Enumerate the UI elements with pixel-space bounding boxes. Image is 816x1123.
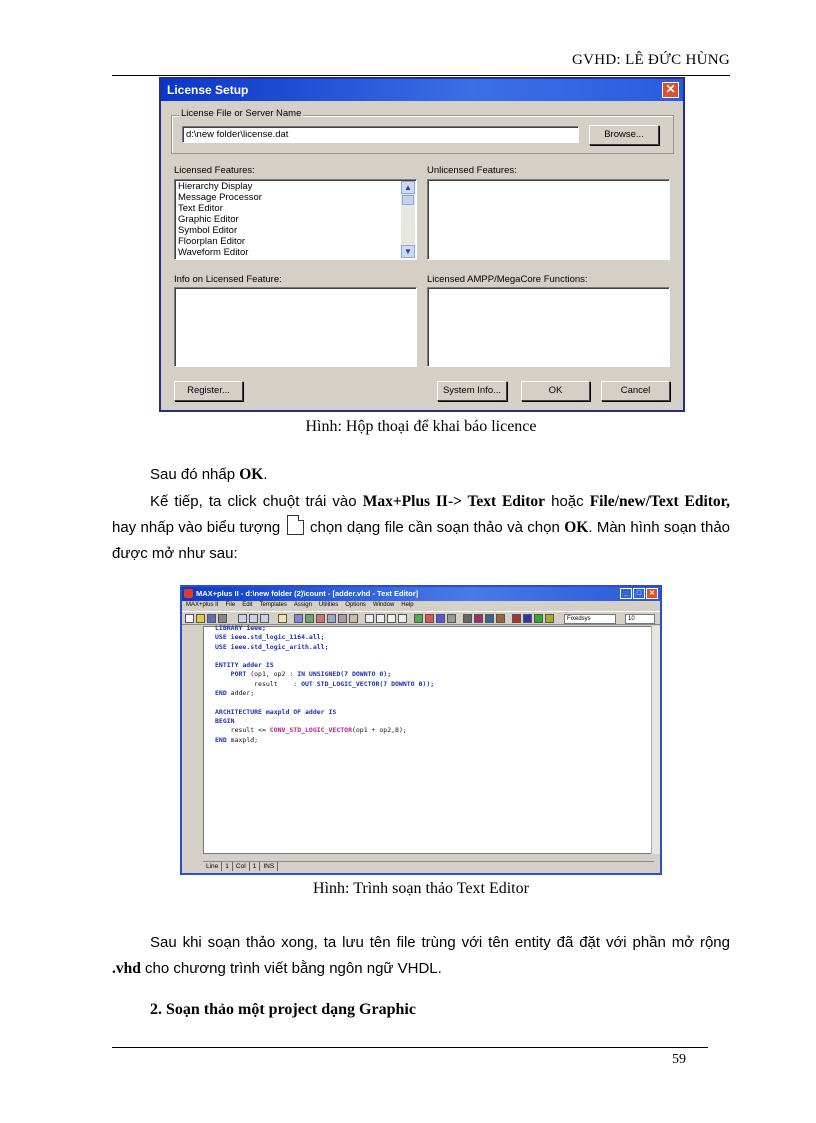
para2-b2: File/new/Text Editor, (589, 493, 730, 510)
code-token: OUT STD_LOGIC_VECTOR(7 DOWNTO 0)); (301, 679, 435, 688)
para2-t5: . Màn hình soạn thảo được mở như sau: (112, 519, 731, 562)
code-line (215, 661, 434, 670)
tool-icon-8[interactable] (545, 614, 554, 623)
para2-b3: OK (564, 519, 589, 536)
code-token: USE (215, 642, 227, 651)
para2-t2: hoặc (545, 493, 590, 510)
header-rule (112, 75, 730, 76)
status-field: 1 (222, 862, 233, 871)
close-icon[interactable]: ✕ (662, 82, 679, 98)
timing-icon[interactable] (338, 614, 347, 623)
help-icon[interactable] (278, 614, 287, 623)
licensed-feature-item[interactable]: Graphic Editor (178, 214, 239, 225)
code-line (215, 736, 434, 745)
license-setup-dialog (159, 77, 685, 412)
caption-license-dialog: Hình: Hộp thoại để khai báo licence (305, 418, 537, 435)
text-editor-icon[interactable] (387, 614, 396, 623)
programmer-icon[interactable] (349, 614, 358, 623)
tool-icon-7[interactable] (534, 614, 543, 623)
code-token: (op1, op2 : (246, 670, 298, 679)
scroll-thumb[interactable] (402, 195, 414, 205)
code-token: USE (215, 633, 227, 642)
license-file-group-label: License File or Server Name (181, 108, 302, 119)
para2-t3: hay nhấp vào biểu tượng (112, 519, 285, 536)
editor-status-bar (203, 861, 654, 871)
para3-b1: .vhd (112, 960, 141, 977)
code-line (215, 698, 434, 707)
code-token: adder; (226, 689, 255, 698)
close-icon[interactable]: ✕ (646, 588, 658, 599)
code-token: result : (215, 679, 302, 688)
code-token: result <= (215, 726, 270, 735)
info-licensed-feature-box (174, 287, 417, 367)
project-icon[interactable] (447, 614, 456, 623)
editor-title: MAX+plus II - d:\new folder (2)\count - [adder.vhd - Text Editor] (196, 589, 419, 598)
graphic-editor-icon[interactable] (365, 614, 374, 623)
editor-vertical-scrollbar[interactable] (651, 626, 660, 854)
para3-t2: cho chương trình viết bằng ngôn ngữ VHDL. (140, 960, 442, 977)
code-token: ENTITY adder IS (215, 661, 274, 670)
para1-ok: OK (239, 466, 264, 483)
waveform-editor-icon[interactable] (398, 614, 407, 623)
tool-icon-4[interactable] (496, 614, 505, 623)
code-token: maxpld; (226, 735, 259, 744)
paragraph-open-text-editor (112, 489, 730, 567)
scroll-down-icon[interactable]: ▼ (401, 245, 415, 258)
para1-text: Sau đó nhấp (150, 466, 240, 483)
menu-item[interactable]: Utilities (318, 602, 339, 608)
tool-icon-1[interactable] (463, 614, 472, 623)
code-editor-area[interactable] (203, 626, 654, 854)
page-number: 59 (672, 1052, 686, 1067)
compiler-icon[interactable] (316, 614, 325, 623)
code-line (215, 726, 434, 735)
menu-item[interactable]: MAX+plus II (186, 602, 219, 608)
licensed-feature-item[interactable]: Floorplan Editor (178, 236, 246, 247)
licensed-feature-item[interactable]: Message Processor (178, 192, 262, 203)
para2-b1: Max+Plus II-> Text Editor (362, 493, 546, 510)
code-line (215, 670, 434, 679)
para2-t4: chọn dạng file cần soạn thảo và chọn (305, 519, 565, 536)
code-line (215, 652, 434, 661)
tool-icon-3[interactable] (485, 614, 494, 623)
paragraph-save-file (112, 930, 730, 982)
code-token: END (215, 689, 227, 698)
editor-titlebar (182, 587, 660, 601)
code-line (215, 633, 434, 642)
browse-button[interactable]: Browse... (589, 125, 659, 145)
code-line (215, 680, 434, 689)
para2-t1: Kế tiếp, ta click chuột trái vào (150, 493, 363, 510)
dialog-titlebar (161, 79, 683, 101)
save-compile-icon[interactable] (425, 614, 434, 623)
system-info-button[interactable]: System Info... (437, 381, 507, 401)
menu-item[interactable]: Templates (259, 602, 287, 608)
cancel-button[interactable]: Cancel (601, 381, 670, 401)
code-line (215, 624, 434, 633)
para3-t1: Sau khi soạn thảo xong, ta lưu tên file trùng với tên entity đã đặt với phần mở rộng (150, 934, 730, 951)
text-editor-window (180, 585, 662, 875)
floorplan-icon[interactable] (305, 614, 314, 623)
code-line (215, 689, 434, 698)
code-token: CONV_STD_LOGIC_VECTOR (269, 726, 352, 735)
code-token: PORT (215, 670, 247, 679)
new-file-icon (287, 515, 304, 535)
licensed-features-label: Licensed Features: (174, 165, 255, 176)
editor-toolbar (182, 611, 660, 625)
menu-item[interactable]: Window (372, 602, 395, 608)
unlicensed-features-list[interactable] (427, 179, 670, 260)
ampp-functions-box (427, 287, 670, 367)
status-field: Line (203, 862, 222, 871)
hierarchy-icon[interactable] (294, 614, 303, 623)
new-file-icon[interactable] (185, 614, 194, 623)
info-licensed-feature-label: Info on Licensed Feature: (174, 274, 282, 285)
save-check-icon[interactable] (414, 614, 423, 623)
licensed-feature-item[interactable]: Symbol Editor (178, 225, 238, 236)
simulator-icon[interactable] (327, 614, 336, 623)
open-folder-icon[interactable] (196, 614, 205, 623)
tool-icon-6[interactable] (523, 614, 532, 623)
menu-item[interactable]: Help (401, 602, 414, 608)
menu-item[interactable]: File (225, 602, 236, 608)
vhdl-code (215, 624, 434, 745)
licensed-feature-item[interactable]: Waveform Editor (178, 247, 249, 258)
section-heading: 2. Soạn thảo một project dạng Graphic (150, 1001, 416, 1018)
footer-rule (112, 1047, 708, 1048)
licensed-scrollbar[interactable] (401, 181, 415, 258)
paste-icon[interactable] (260, 614, 269, 623)
tool-icon-5[interactable] (512, 614, 521, 623)
code-line (215, 643, 434, 652)
menu-item[interactable]: Edit (242, 602, 253, 608)
cut-icon[interactable] (238, 614, 247, 623)
para1-end: . (263, 466, 268, 483)
code-line (215, 717, 434, 726)
code-token: ieee.std_logic_1164.all; (226, 633, 325, 642)
code-token: END (215, 735, 227, 744)
minimize-icon[interactable]: _ (620, 588, 632, 599)
save-simulate-icon[interactable] (436, 614, 445, 623)
code-token: ARCHITECTURE maxpld OF adder IS (215, 707, 337, 716)
status-field: Col (233, 862, 250, 871)
menu-item[interactable]: Assign (293, 602, 312, 608)
menu-item[interactable]: Options (345, 602, 366, 608)
dialog-title: License Setup (167, 83, 249, 97)
paragraph-click-ok (150, 462, 268, 488)
status-field: 1 (250, 862, 261, 871)
caption-text-editor: Hình: Trình soạn thảo Text Editor (313, 880, 529, 897)
symbol-editor-icon[interactable] (376, 614, 385, 623)
code-token: ieee.std_logic_arith.all; (226, 642, 329, 651)
licensed-feature-item[interactable]: Hierarchy Display (178, 181, 253, 192)
ok-button[interactable]: OK (521, 381, 590, 401)
code-line (215, 708, 434, 717)
font-size-select[interactable]: 10 (625, 614, 655, 624)
code-token: IN UNSIGNED(7 DOWNTO 0); (297, 670, 392, 679)
code-token: BEGIN (215, 716, 235, 725)
status-field: INS (260, 862, 278, 871)
tool-icon-2[interactable] (474, 614, 483, 623)
code-token: (op1 + op2,8); (351, 726, 407, 735)
unlicensed-features-label: Unlicensed Features: (427, 165, 517, 176)
maxplus-app-icon (184, 589, 193, 598)
code-token: LIBRARY ieee; (215, 624, 266, 632)
maximize-icon[interactable]: □ (633, 588, 645, 599)
header-instructor: GVHD: LÊ ĐỨC HÙNG (572, 52, 730, 68)
licensed-feature-item[interactable]: Text Editor (178, 203, 223, 214)
copy-icon[interactable] (249, 614, 258, 623)
license-file-input[interactable]: d:\new folder\license.dat (182, 126, 579, 143)
font-select[interactable]: Fixedsys (564, 614, 616, 624)
save-icon[interactable] (207, 614, 216, 623)
editor-menubar (182, 601, 660, 611)
scroll-up-icon[interactable]: ▲ (401, 181, 415, 194)
ampp-functions-label: Licensed AMPP/MegaCore Functions: (427, 274, 588, 285)
licensed-features-list[interactable] (174, 179, 417, 260)
register-button[interactable]: Register... (174, 381, 243, 401)
print-icon[interactable] (218, 614, 227, 623)
